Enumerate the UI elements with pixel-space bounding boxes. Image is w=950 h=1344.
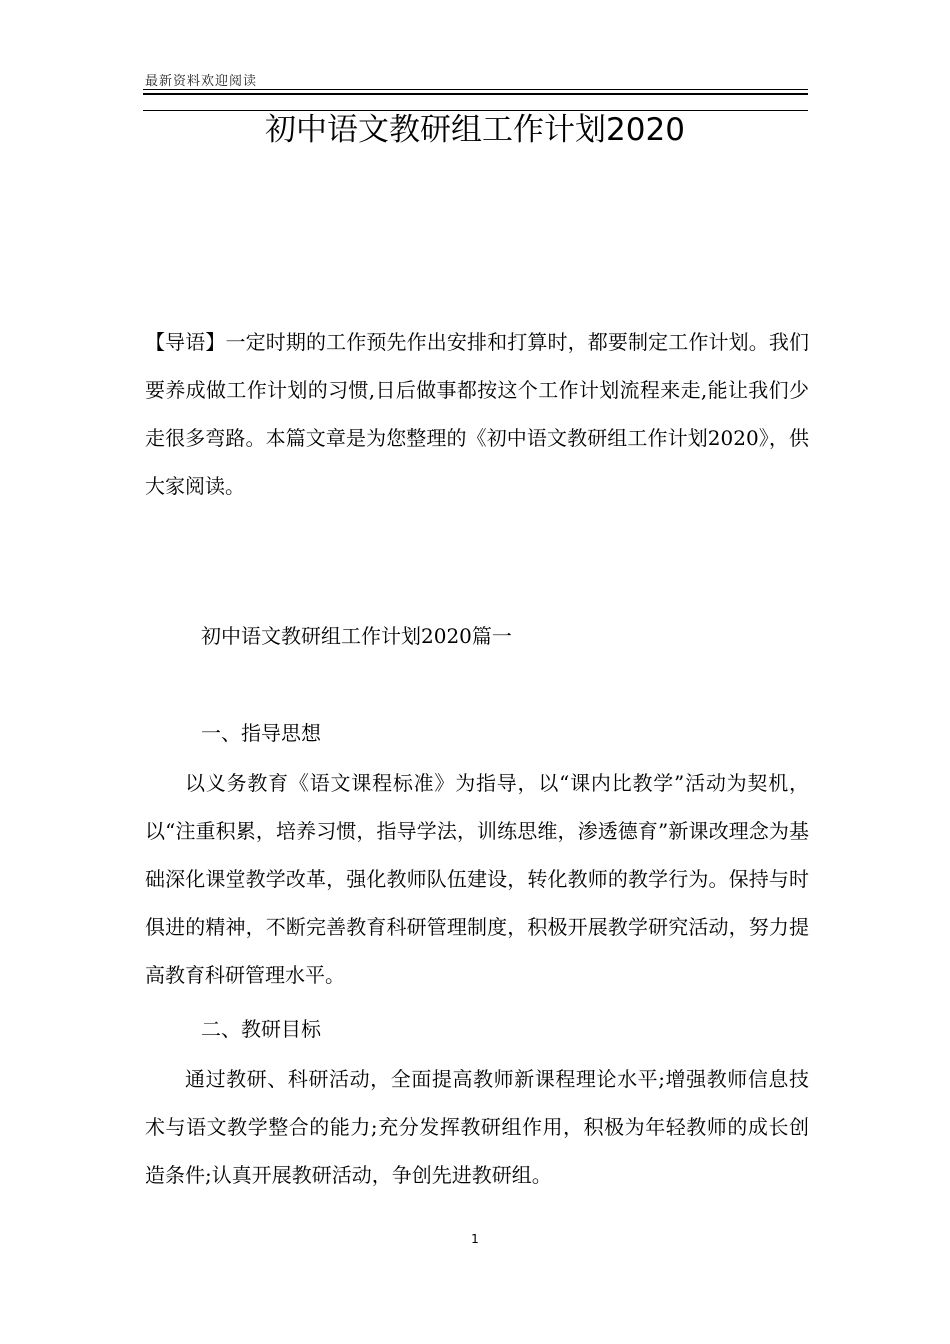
page-number: 1 <box>471 1232 479 1246</box>
section-heading-2: 二、教研目标 <box>201 1017 321 1041</box>
header-rule-thick <box>143 93 808 95</box>
section-body-1: 以义务教育《语文课程标准》为指导，以“课内比教学”活动为契机，以“注重积累，培养习惯，指导学法，训练思维，渗透德育”新课改理念为基础深化课堂教学改革，强化教师队伍建设，转化教师的教学行为。保持与时俱进的精神，不断完善教育科研管理制度，积极开展教学研究活动，努力提高教育科研管理水平。 <box>145 771 809 987</box>
section-body-2: 通过教研、科研活动，全面提高教师新课程理论水平;增强教师信息技术与语文教学整合的能力;充分发挥教研组作用，积极为年轻教师的成长创造条件;认真开展教研活动，争创先进教研组。 <box>145 1067 809 1187</box>
page-header-text: 最新资料欢迎阅读 <box>145 74 258 89</box>
intro-paragraph: 【导语】一定时期的工作预先作出安排和打算时，都要制定工作计划。我们要养成做工作计划的习惯,日后做事都按这个工作计划流程来走,能让我们少走很多弯路。本篇文章是为您整理的《初中语文教研组工作计划2020》，供大家阅读。 <box>145 330 809 498</box>
document-title-text: 初中语文教研组工作计划2020 <box>261 112 689 148</box>
article-subtitle: 初中语文教研组工作计划2020篇一 <box>201 624 512 648</box>
section-heading-1: 一、指导思想 <box>201 721 321 745</box>
document-title <box>0 104 950 149</box>
header-rule-thin <box>143 89 808 90</box>
